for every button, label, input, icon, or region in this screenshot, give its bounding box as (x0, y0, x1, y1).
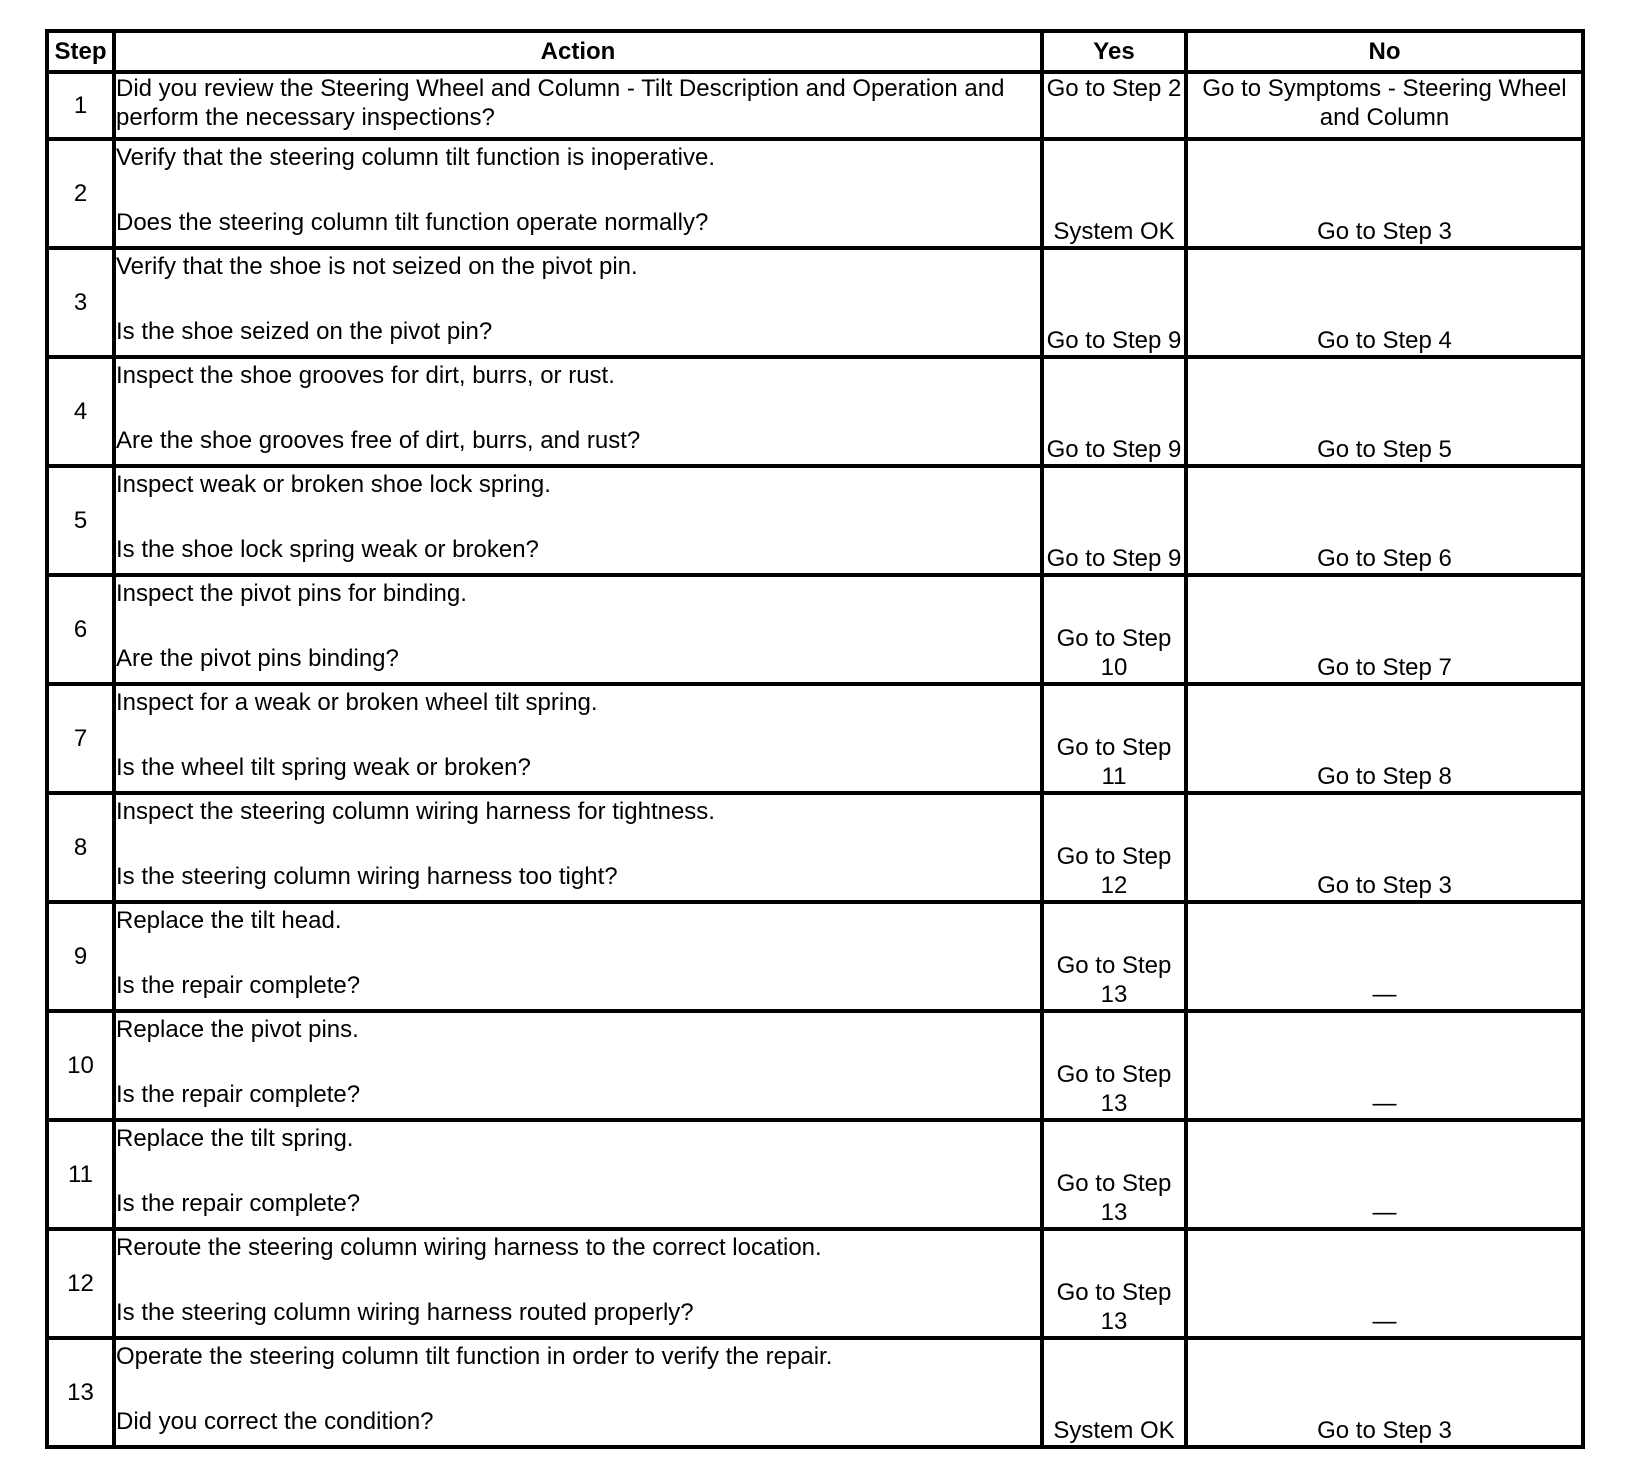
yes-result (1042, 72, 1186, 139)
action-question: Is the shoe seized on the pivot pin? (116, 318, 493, 345)
table-row (47, 793, 1583, 902)
action-cell (114, 684, 1042, 793)
no-result (1186, 1120, 1583, 1229)
yes-text: Go to Step 9 (1046, 436, 1182, 463)
action-text: Did you review the Steering Wheel and Column - Tilt Description and Operation and perform the necessary inspections? (116, 75, 1005, 131)
step-number: 5 (47, 466, 114, 575)
yes-result (1042, 357, 1186, 466)
action-instruction: Replace the pivot pins. (116, 1016, 359, 1043)
yes-text: Go to Step 13 (1056, 1279, 1172, 1335)
no-text: — (1372, 1308, 1397, 1335)
action-question: Is the repair complete? (116, 1190, 361, 1217)
step-number: 11 (47, 1120, 114, 1229)
no-result (1186, 248, 1583, 357)
no-result (1186, 684, 1583, 793)
action-instruction: Verify that the shoe is not seized on the pivot pin. (116, 253, 638, 280)
header-no: No (1186, 31, 1583, 72)
table-row (47, 248, 1583, 357)
yes-text: System OK (1053, 218, 1175, 245)
no-result (1186, 793, 1583, 902)
yes-text: Go to Step 13 (1056, 1061, 1172, 1117)
table-row (47, 139, 1583, 248)
action-question: Is the steering column wiring harness too tight? (116, 863, 618, 890)
no-result (1186, 575, 1583, 684)
yes-result (1042, 139, 1186, 248)
table-row (47, 466, 1583, 575)
action-question: Is the repair complete? (116, 972, 361, 999)
no-text: Go to Step 3 (1317, 218, 1452, 245)
action-question: Does the steering column tilt function operate normally? (116, 209, 709, 236)
table-row (47, 575, 1583, 684)
no-text: — (1372, 1090, 1397, 1117)
no-text: Go to Step 3 (1317, 872, 1452, 899)
action-cell (114, 575, 1042, 684)
yes-result (1042, 248, 1186, 357)
action-cell (114, 1120, 1042, 1229)
step-number: 10 (47, 1011, 114, 1120)
header-row (47, 31, 1583, 72)
action-cell (114, 248, 1042, 357)
action-instruction: Inspect for a weak or broken wheel tilt spring. (116, 689, 598, 716)
no-result (1186, 357, 1583, 466)
yes-result (1042, 466, 1186, 575)
yes-text: Go to Step 9 (1046, 545, 1182, 572)
yes-result (1042, 1120, 1186, 1229)
action-instruction: Replace the tilt spring. (116, 1125, 354, 1152)
step-number: 7 (47, 684, 114, 793)
yes-result (1042, 575, 1186, 684)
header-yes: Yes (1042, 31, 1186, 72)
action-question: Is the wheel tilt spring weak or broken? (116, 754, 531, 781)
action-instruction: Inspect the steering column wiring harness for tightness. (116, 798, 715, 825)
action-cell (114, 72, 1042, 139)
no-result (1186, 466, 1583, 575)
action-instruction: Inspect the shoe grooves for dirt, burrs, or rust. (116, 362, 615, 389)
action-cell (114, 139, 1042, 248)
step-number: 6 (47, 575, 114, 684)
step-number: 4 (47, 357, 114, 466)
action-question: Is the repair complete? (116, 1081, 361, 1108)
header-step: Step (47, 31, 114, 72)
table-row (47, 1120, 1583, 1229)
action-cell (114, 1338, 1042, 1447)
yes-text: Go to Step 2 (1046, 75, 1182, 102)
table-row (47, 357, 1583, 466)
table-row (47, 1011, 1583, 1120)
no-result (1186, 1229, 1583, 1338)
yes-result (1042, 684, 1186, 793)
yes-text: Go to Step 11 (1056, 734, 1172, 790)
action-instruction: Inspect the pivot pins for binding. (116, 580, 467, 607)
table-row (47, 72, 1583, 139)
action-question: Are the pivot pins binding? (116, 645, 399, 672)
step-number: 8 (47, 793, 114, 902)
action-question: Is the steering column wiring harness routed properly? (116, 1299, 694, 1326)
no-result (1186, 902, 1583, 1011)
table-row (47, 684, 1583, 793)
step-number: 9 (47, 902, 114, 1011)
no-text: — (1372, 981, 1397, 1008)
no-text: Go to Step 8 (1317, 763, 1452, 790)
no-text: Go to Step 7 (1317, 654, 1452, 681)
yes-result (1042, 1229, 1186, 1338)
action-cell (114, 902, 1042, 1011)
step-number: 1 (47, 72, 114, 139)
yes-text: Go to Step 13 (1056, 1170, 1172, 1226)
action-cell (114, 357, 1042, 466)
yes-result (1042, 902, 1186, 1011)
action-cell (114, 1229, 1042, 1338)
no-text: Go to Step 6 (1317, 545, 1452, 572)
yes-result (1042, 793, 1186, 902)
no-text: Go to Step 3 (1317, 1417, 1452, 1444)
action-instruction: Replace the tilt head. (116, 907, 342, 934)
no-text: Go to Step 4 (1317, 327, 1452, 354)
action-cell (114, 466, 1042, 575)
yes-result (1042, 1338, 1186, 1447)
table-row (47, 902, 1583, 1011)
table-row (47, 1229, 1583, 1338)
step-number: 13 (47, 1338, 114, 1447)
no-result (1186, 139, 1583, 248)
action-question: Did you correct the condition? (116, 1408, 434, 1435)
diagnostic-table (45, 29, 1585, 1449)
no-text: — (1372, 1199, 1397, 1226)
step-number: 2 (47, 139, 114, 248)
yes-text: System OK (1053, 1417, 1175, 1444)
no-result (1186, 1011, 1583, 1120)
no-text: Go to Step 5 (1317, 436, 1452, 463)
action-instruction: Inspect weak or broken shoe lock spring. (116, 471, 551, 498)
action-instruction: Reroute the steering column wiring harness to the correct location. (116, 1234, 822, 1261)
no-text: Go to Symptoms - Steering Wheel and Column (1202, 75, 1567, 131)
yes-text: Go to Step 9 (1046, 327, 1182, 354)
no-result (1186, 1338, 1583, 1447)
action-cell (114, 793, 1042, 902)
step-number: 12 (47, 1229, 114, 1338)
action-cell (114, 1011, 1042, 1120)
yes-result (1042, 1011, 1186, 1120)
yes-text: Go to Step 13 (1056, 952, 1172, 1008)
action-question: Is the shoe lock spring weak or broken? (116, 536, 539, 563)
table-row (47, 1338, 1583, 1447)
action-question: Are the shoe grooves free of dirt, burrs, and rust? (116, 427, 641, 454)
action-instruction: Operate the steering column tilt function in order to verify the repair. (116, 1343, 833, 1370)
yes-text: Go to Step 12 (1056, 843, 1172, 899)
action-instruction: Verify that the steering column tilt function is inoperative. (116, 144, 715, 171)
no-result (1186, 72, 1583, 139)
step-number: 3 (47, 248, 114, 357)
header-action: Action (114, 31, 1042, 72)
yes-text: Go to Step 10 (1056, 625, 1172, 681)
